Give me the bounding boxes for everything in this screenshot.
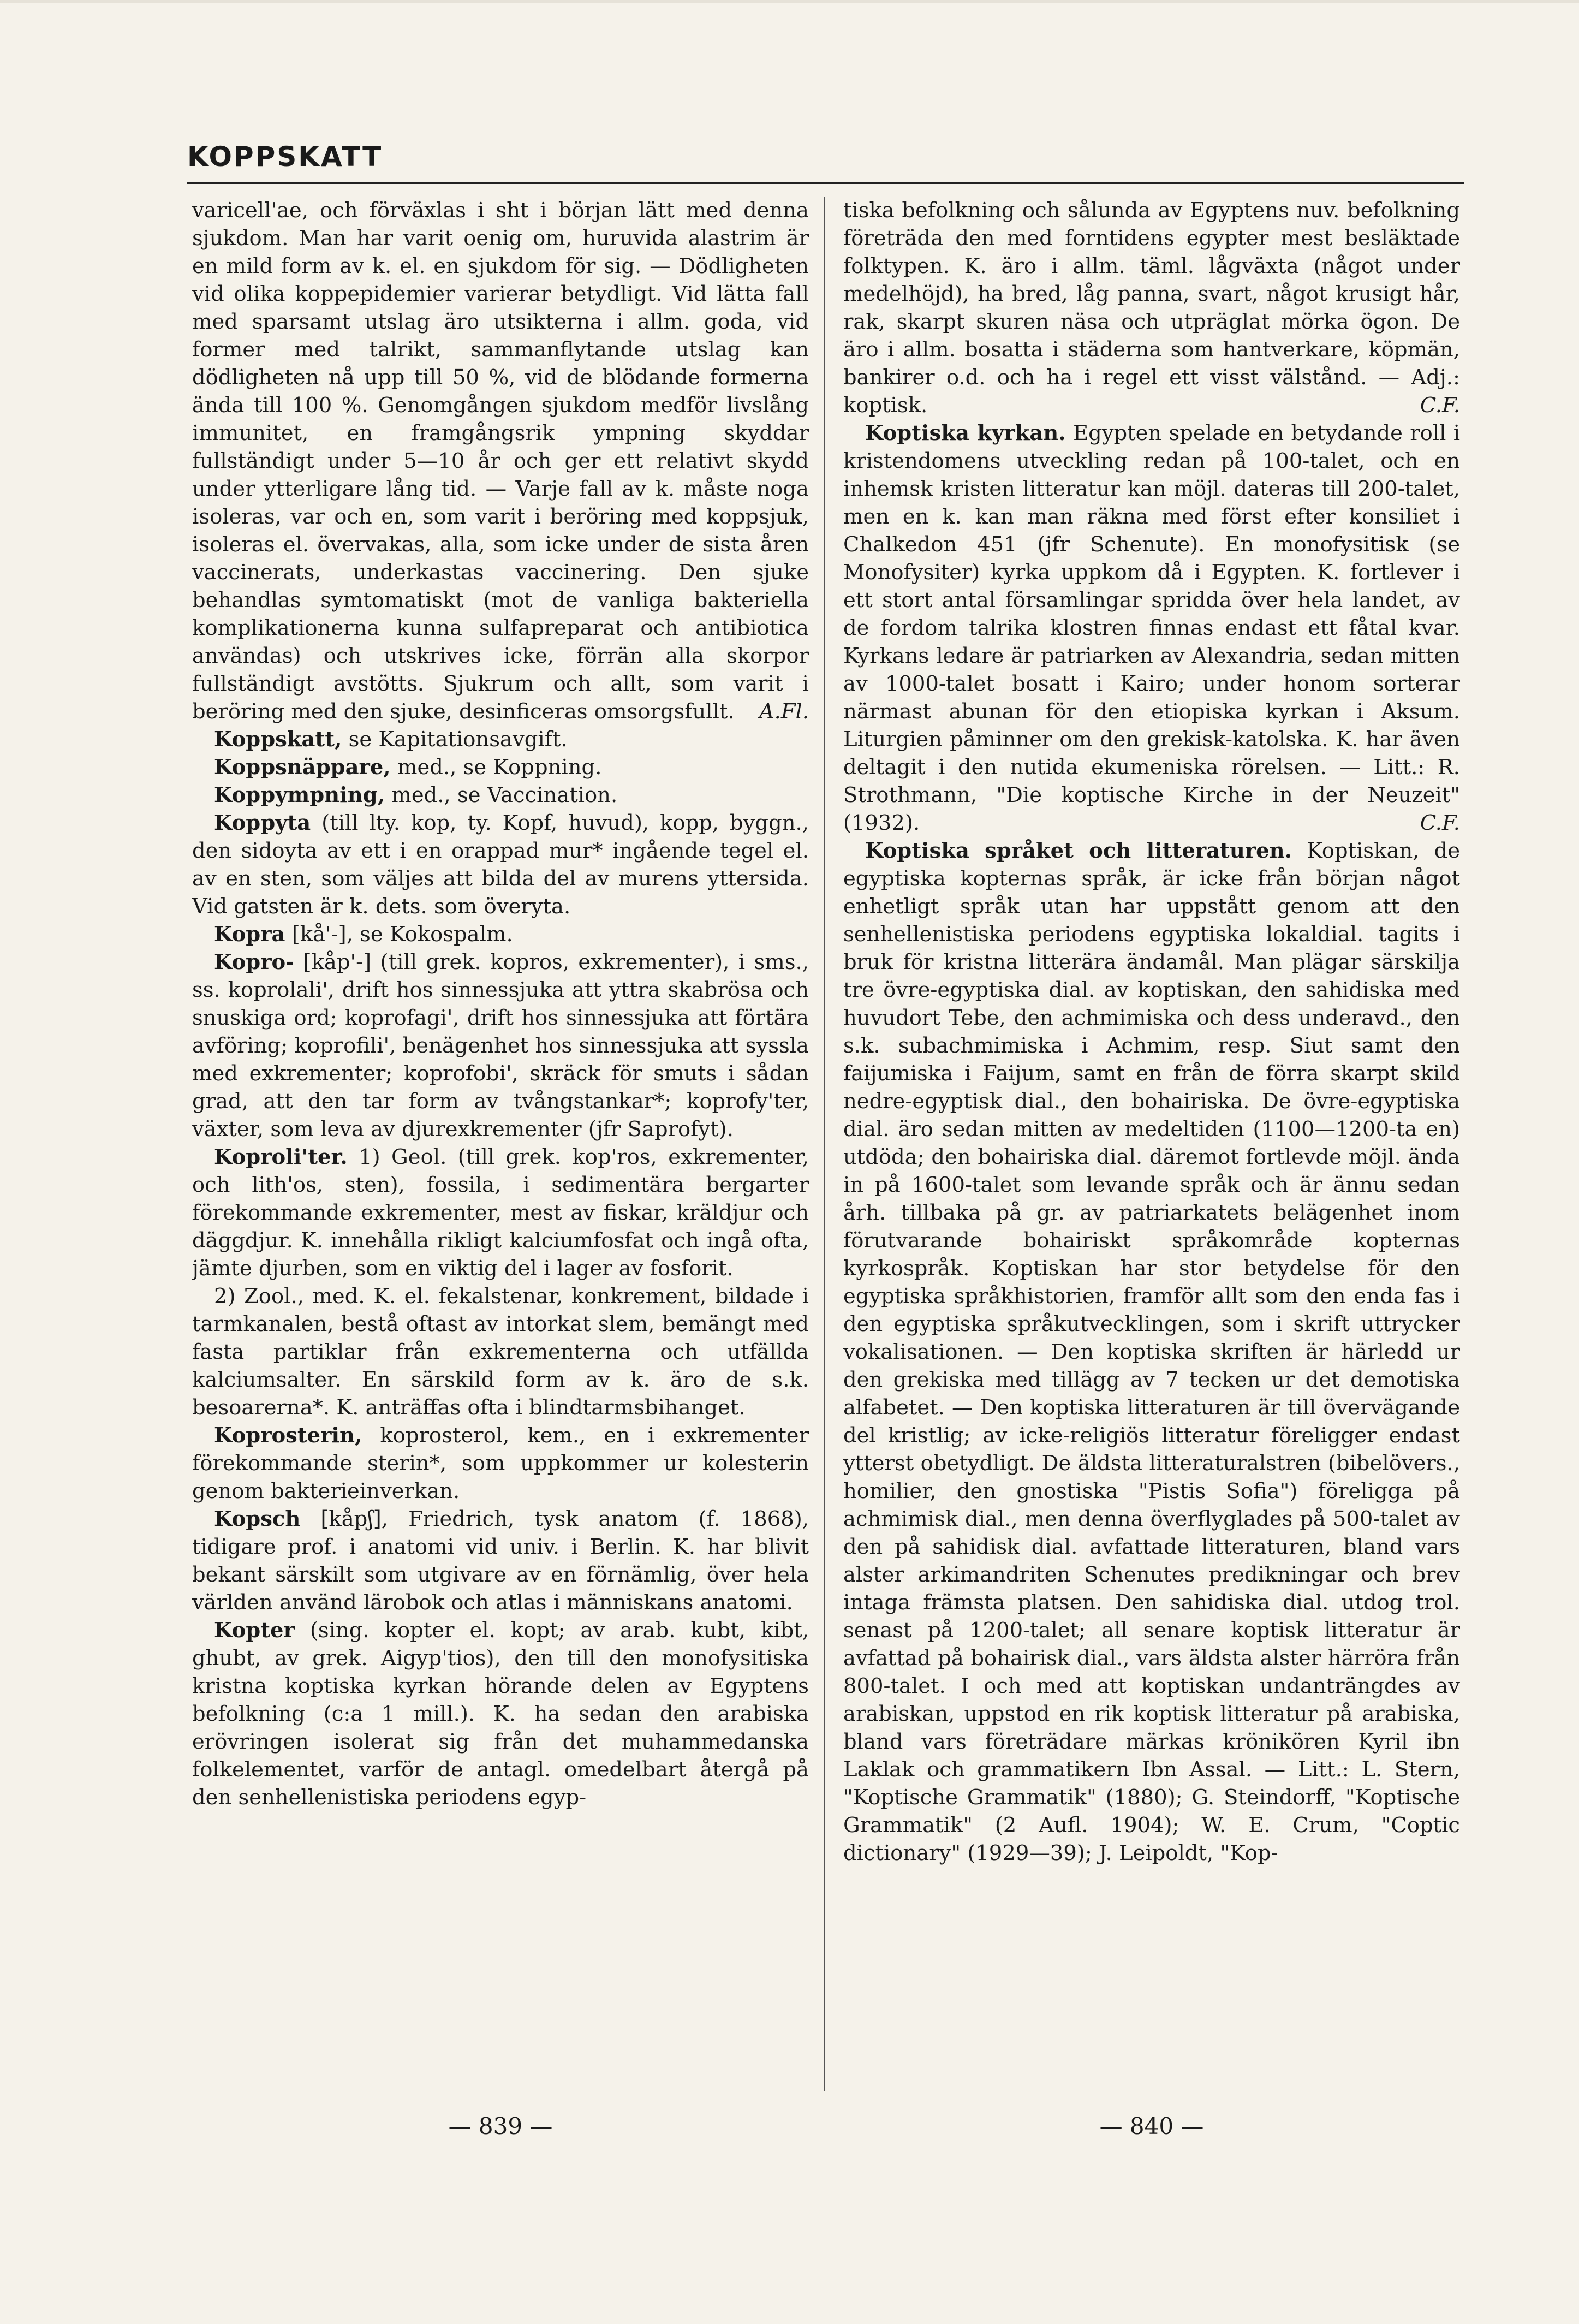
entry-koptiska-spraket [843,837,1460,1867]
headword: Kopsch [214,1507,301,1531]
headword: Koppsnäppare, [214,755,391,780]
entry-text: 2) Zool., med. K. el. fekalstenar, konkrement, bildade i tarmkanalen, bestå oftast av intorkat slem, bemängt med fasta partiklar från exkrementerna och utfällda kalciumsalter. En särskild form av k. äro de s.k. besoarerna*. K. anträffas ofta i blindtarmsbihanget. [192,1284,809,1420]
entry-text: se Kapitationsavgift. [342,727,568,752]
headword: Koptiska språket och litteraturen. [865,839,1292,863]
entry-text: Egypten spelade en betydande roll i kristendomens utveckling redan på 100-talet, och en inhemsk kristen litteratur kan möjl. dateras till 200-talet, men en k. kan man räkna med först efter konsiliet i Chalkedon 451 (jfr Schenute). En monofysitisk (se Monofysiter) kyrka uppkom då i Egypten. K. fortlever i ett stort antal församlingar spridda över hela landet, av de fordom talrika klostren finnas endast ett fåtal kvar. Kyrkans ledare är patriarken av Alexandria, sedan mitten av 1000-talet bosatt i Kairo; under honom sorterar närmast abunan för den etiopiska kyrkan i Aksum. Liturgien påminner om den grekisk-katolska. K. har även deltagit i den nutida ekumeniska rörelsen. — Litt.: R. Strothmann, "Die koptische Kirche in der Neuzeit" (1932). [843,421,1460,835]
page-number-left: — 839 — [448,2113,553,2139]
headword: Kopra [214,922,285,947]
entry-kopra [192,920,809,948]
entry-kopter [192,1616,809,1811]
author-signature: C.F. [1420,393,1460,418]
entry-text: (sing. kopter el. kopt; av arab. kubt, kibt, ghubt, av grek. Aigyp'tios), den till den monofysitiska kristna koptiska kyrkan hörande delen av Egyptens befolkning (c:a 1 mill.). K. ha sedan den arabiska erövringen isolerat sig från det muhammedanska folkelementet, varför de antagl. omedelbart återgå på den senhellenistiska periodens egyp- [192,1618,809,1810]
entry-text: koprosterol, kem., en i exkrementer förekommande sterin*, som uppkommer ur kolesterin genom bakterieinverkan. [192,1423,809,1503]
page-number-right: — 840 — [1099,2113,1204,2139]
entry-text: tiska befolkning och sålunda av Egyptens nuv. befolkning företräda den med forntidens egypter mest besläktade folktypen. K. äro i allm. täml. lågväxta (något under medelhöjd), ha bred, låg panna, svart, något krusigt hår, rak, skarpt skuren näsa och utpräglat mörka ögon. De äro i allm. bosatta i städerna som hantverkare, köpmän, bankirer o.d. och ha i regel ett visst välstånd. — Adj.: koptisk. [843,198,1460,418]
headword: Koprosterin, [214,1423,362,1448]
entry-koppsnappare [192,753,809,781]
headword: Koptiska kyrkan. [865,421,1066,445]
page-top-edge [0,0,1579,3]
entry-koprosterin [192,1422,809,1505]
entry-koppympning [192,781,809,809]
entry-continuation [192,197,809,726]
entry-koptiska-kyrkan [843,419,1460,837]
entry-text: (till lty. kop, ty. Kopf, huvud), kopp, byggn., den sidoyta av ett i en orappad mur* ingående tegel el. av en sten, som väljes att bilda del av murens yttersida. Vid gatsten är k. dets. som överyta. [192,811,809,919]
entry-koproliter [192,1143,809,1282]
author-signature: C.F. [1420,811,1460,835]
entry-text: med., se Koppning. [390,755,602,780]
running-header [187,141,1464,184]
entry-koppyta [192,809,809,920]
left-column [192,197,809,2080]
headword: Koppskatt, [214,727,342,752]
entry-koproliter-sense-2 [192,1282,809,1422]
entry-text: varicell'ae, och förväxlas i sht i början lätt med denna sjukdom. Man har varit oenig om, huruvida alastrim är en mild form av k. el. en sjukdom för sig. — Dödligheten vid olika koppepidemier varierar betydligt. Vid lätta fall med sparsamt utslag äro utsikterna i allm. goda, vid former med talrikt, sammanflytande utslag kan dödligheten nå upp till 50 %, vid de blödande formerna ända till 100 %. Genomgången sjukdom medför livslång immunitet, en framgångsrik ympning skyddar fullständigt under 5—10 år och ger ett relativt skydd under ytterligare lång tid. — Varje fall av k. måste noga isoleras, var och en, som varit i beröring med koppsjuk, isoleras el. övervakas, alla, som icke under de sista åren vaccinerats, underkastas vaccinering. Den sjuke behandlas symtomatiskt (mot de vanliga bakteriella komplikationerna kunna sulfapreparat och antibiotica användas) och utskrives icke, förrän alla skorpor fullständigt avstötts. Sjukrum och allt, som varit i beröring med den sjuke, desinficeras omsorgsfullt. [192,198,809,724]
headword: Kopro- [214,950,295,974]
entry-koppskatt [192,726,809,753]
author-signature: A.Fl. [759,699,809,724]
entry-kopsch [192,1505,809,1616]
entry-text: 1) Geol. (till grek. kop'ros, exkrementer, och lith'os, sten), fossila, i sedimentära bergarter förekommande exkrementer, mest av fiskar, kräldjur och däggdjur. K. innehålla rikligt kalciumfosfat och ingå ofta, jämte djurben, som en viktig del i lager av fosforit. [192,1145,809,1281]
headword: Kopter [214,1618,295,1643]
running-head-title: KOPPSKATT [187,141,383,173]
headword: Koppympning, [214,783,385,807]
entry-kopro [192,948,809,1143]
entry-text: Koptiskan, de egyptiska kopternas språk, är icke från början något enhetligt språk utan har uppstått genom att den senhellenistiska periodens egyptiska lokaldial. tagits i bruk för kristna litterära ändamål. Man plägar särskilja tre övre-egyptiska dial. av koptiskan, den sahidiska med huvudort Tebe, den achmimiska och dess underavd., den s.k. subachmimiska i Achmim, resp. Siut samt den faijumiska i Faijum, samt en från de förra skarpt skild nedre-egyptisk dial., den bohairiska. De övre-egyptiska dial. äro sedan mitten av medeltiden (1100—1200-ta en) utdöda; den bohairiska dial. däremot fortlevde möjl. ända in på 1600-talet som levande språk och är ännu sedan årh. tillbaka på gr. av patriarkatets belägenhet inom förutvarande bohairiskt språkområde kopternas kyrkospråk. Koptiskan har stor betydelse för den egyptiska språkhistorien, framför allt som den enda fas i den egyptiska språkutvecklingen, som i skrift uttrycker vokalisationen. — Den koptiska skriften är härledd ur den grekiska med tillägg av 7 tecken ur det demotiska alfabetet. — Den koptiska litteraturen är till övervägande del kristlig; av icke-religiös litteratur föreligger endast ytterst obetydligt. De äldsta litteraturalstren (bibelövers., homilier, den gnostiska "Pistis Sofia") föreligga på achmimisk dial., men denna överflyglades på 500-talet av den på sahidisk dial. avfattade litteraturen, bland vars alster arkimandriten Schenutes predikningar och brev intaga främsta platsen. Den sahidiska dial. utdog trol. senast på 1200-talet; all senare koptisk litteratur är avfattad på bohairisk dial., vars äldsta alster härröra från 800-talet. I och med att koptiskan undanträngdes av arabiskan, uppstod en rik koptisk litteratur på arabiska, bland vars företrädare märkas krönikören Kyril ibn Laklak och grammatikern Ibn Assal. — Litt.: L. Stern, "Koptische Grammatik" (1880); G. Steindorff, "Koptische Grammatik" (2 Aufl. 1904); W. E. Crum, "Coptic dictionary" (1929—39); J. Leipoldt, "Kop- [843,839,1460,1865]
headword: Koppyta [214,811,311,835]
entry-text: [kåpʃ], Friedrich, tysk anatom (f. 1868), tidigare prof. i anatomi vid univ. i Berlin. K. har blivit bekant särskilt som utgivare av en förnämlig, över hela världen använd lärobok och atlas i människans anatomi. [192,1507,809,1615]
entry-text: med., se Vaccination. [385,783,618,807]
column-divider [824,197,825,2091]
entry-text: [kåp'-] (till grek. kopros, exkrementer), i sms., ss. koprolali', drift hos sinnessjuka att yttra skabrösa och snuskiga ord; koprofagi', drift hos sinnessjuka att förtära avföring; koprofili', benägenhet hos sinnessjuka att syssla med exkrementer; koprofobi', skräck för smuts i sådan grad, att den tar form av tvångstankar*; koprofy'ter, växter, som leva av djurexkrementer (jfr Saprofyt). [192,950,809,1142]
entry-text: [kå'-], se Kokospalm. [285,922,513,947]
headword: Koproli'ter. [214,1145,348,1169]
right-column [843,197,1460,2080]
entry-continuation [843,197,1460,419]
